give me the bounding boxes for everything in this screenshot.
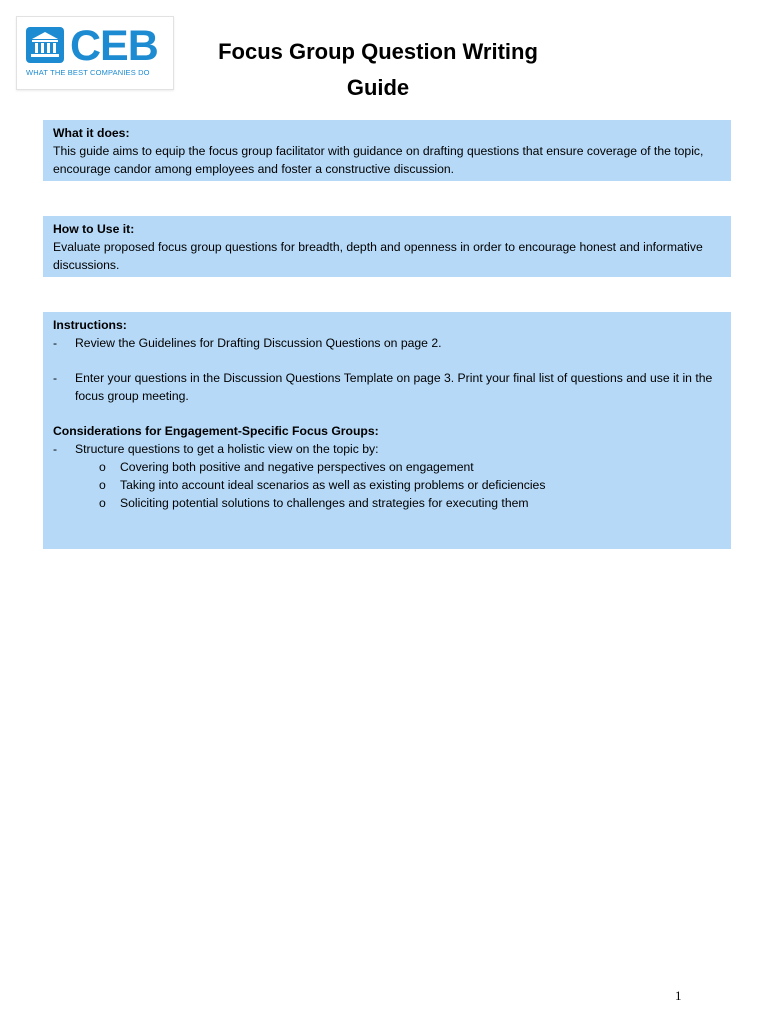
sub-bullet-item [53, 476, 721, 494]
section-what-it-does [43, 120, 731, 181]
dash-marker: - [53, 371, 58, 385]
section-instructions [43, 312, 731, 549]
sub-bullet-item [53, 494, 721, 512]
instruction-item [53, 369, 721, 405]
ceb-logo [16, 16, 174, 90]
logo-tagline: WHAT THE BEST COMPANIES DO [26, 68, 150, 77]
considerations-heading: Considerations for Engagement-Specific Focus Groups: [53, 424, 379, 438]
circle-bullet-marker: o [99, 478, 106, 492]
circle-bullet-marker: o [99, 496, 106, 510]
considerations-item [53, 440, 721, 458]
page-number: 1 [675, 988, 682, 1003]
circle-bullet-marker: o [99, 460, 106, 474]
instruction-text: Enter your questions in the Discussion Questions Template on page 3. Print your final list of questions and use it in the focus group meeting. [75, 371, 713, 403]
instruction-text: Review the Guidelines for Drafting Discussion Questions on page 2. [75, 336, 442, 350]
section-body: This guide aims to equip the focus group facilitator with guidance on drafting questions that ensure coverage of the topic, encourage candor among employees and foster a constructive discussion. [53, 144, 704, 176]
spacer [53, 405, 721, 422]
instruction-item [53, 334, 721, 352]
section-body: Evaluate proposed focus group questions for breadth, depth and openness in order to encourage honest and informative discussions. [53, 240, 703, 272]
page-title-line-2: Guide [346, 75, 410, 100]
section-heading: How to Use it: [53, 222, 135, 236]
dash-marker: - [53, 336, 58, 350]
section-how-to-use [43, 216, 731, 277]
section-heading: What it does: [53, 126, 130, 140]
considerations-text: Structure questions to get a holistic view on the topic by: [75, 442, 379, 456]
spacer [53, 352, 721, 369]
building-columns-icon [26, 27, 64, 63]
sub-bullet-text: Covering both positive and negative perspectives on engagement [120, 460, 474, 474]
sub-bullet-text: Taking into account ideal scenarios as well as existing problems or deficiencies [120, 478, 546, 492]
sub-bullet-item [53, 458, 721, 476]
logo-wordmark: CEB [70, 22, 158, 70]
section-heading: Instructions: [53, 318, 127, 332]
dash-marker: - [53, 442, 58, 456]
sub-bullet-text: Soliciting potential solutions to challenges and strategies for executing them [120, 496, 529, 510]
page-title-line-1: Focus Group Question Writing [218, 39, 538, 64]
page-title [188, 34, 568, 106]
